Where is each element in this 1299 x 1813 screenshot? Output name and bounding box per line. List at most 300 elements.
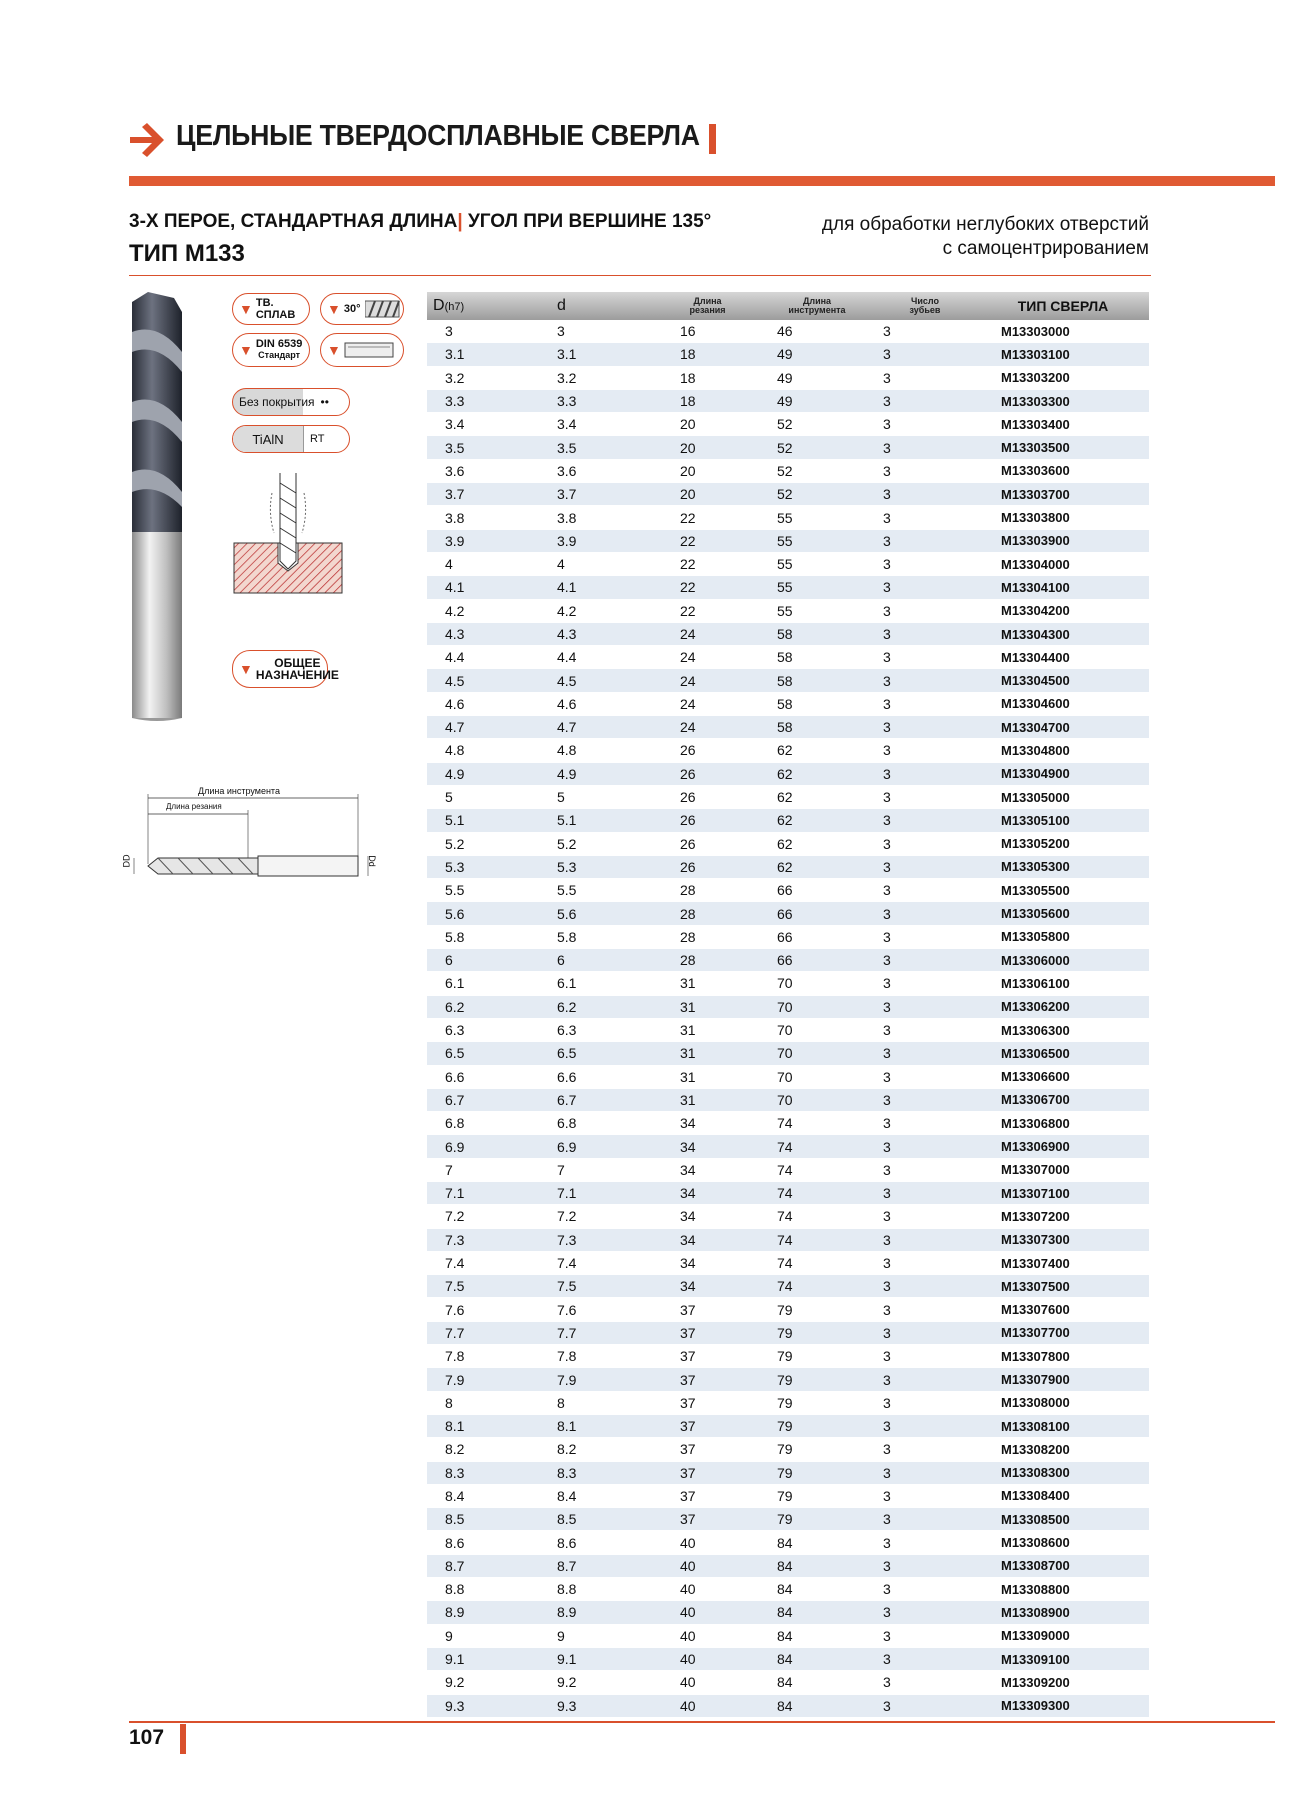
cell-drill-code: M13306100 [977, 972, 1149, 995]
page-number-bar [180, 1724, 186, 1754]
cell-cut-length: 24 [654, 716, 761, 739]
cell-shank-diameter: 4.2 [542, 599, 654, 622]
tialn-badge [232, 425, 350, 453]
cell-cut-length: 34 [654, 1251, 761, 1274]
cell-drill-code: M13305800 [977, 925, 1149, 948]
cell-diameter: 8.4 [427, 1484, 542, 1507]
cell-cut-length: 31 [654, 1018, 761, 1041]
cell-flutes: 3 [873, 1275, 977, 1298]
cell-drill-code: M13308500 [977, 1508, 1149, 1531]
cell-tool-length: 52 [761, 413, 873, 436]
subtitle-separator: | [457, 211, 463, 232]
cell-diameter: 6.3 [427, 1018, 542, 1041]
cell-drill-code: M13304100 [977, 576, 1149, 599]
cell-drill-code: M13308000 [977, 1391, 1149, 1414]
cell-tool-length: 74 [761, 1181, 873, 1204]
cell-flutes: 3 [873, 1647, 977, 1670]
cell-shank-diameter: 8.8 [542, 1578, 654, 1601]
drill-outline-icon [128, 786, 388, 890]
cell-tool-length: 79 [761, 1438, 873, 1461]
cell-tool-length: 55 [761, 552, 873, 575]
cell-drill-code: M13307300 [977, 1228, 1149, 1251]
cell-diameter: 7.7 [427, 1321, 542, 1344]
cell-drill-code: M13306800 [977, 1112, 1149, 1135]
cell-diameter: 3.5 [427, 436, 542, 459]
product-subtitle [129, 211, 711, 233]
cell-flutes: 3 [873, 622, 977, 645]
cell-flutes: 3 [873, 506, 977, 529]
cell-diameter: 8 [427, 1391, 542, 1414]
helix-angle-badge [320, 293, 404, 325]
cell-drill-code: M13303100 [977, 343, 1149, 366]
table-row [427, 483, 1149, 506]
cell-shank-diameter: 5.8 [542, 925, 654, 948]
cell-drill-code: M13303500 [977, 436, 1149, 459]
check-triangle-icon: ▼ [327, 342, 341, 358]
cell-flutes: 3 [873, 1251, 977, 1274]
cell-drill-code: M13303800 [977, 506, 1149, 529]
table-row [427, 1531, 1149, 1554]
cell-tool-length: 55 [761, 529, 873, 552]
subheader-rule [129, 275, 1151, 276]
cell-drill-code: M13304200 [977, 599, 1149, 622]
cell-cut-length: 34 [654, 1158, 761, 1181]
cell-drill-code: M13308200 [977, 1438, 1149, 1461]
cell-cut-length: 34 [654, 1228, 761, 1251]
cell-drill-code: M13305200 [977, 832, 1149, 855]
cell-flutes: 3 [873, 949, 977, 972]
cell-tool-length: 79 [761, 1414, 873, 1437]
cell-diameter: 6 [427, 949, 542, 972]
cell-tool-length: 79 [761, 1484, 873, 1507]
table-row [427, 1624, 1149, 1647]
cell-cut-length: 37 [654, 1391, 761, 1414]
cell-drill-code: M13303200 [977, 366, 1149, 389]
cell-shank-diameter: 7.9 [542, 1368, 654, 1391]
cell-tool-length: 84 [761, 1671, 873, 1694]
cell-flutes: 3 [873, 1531, 977, 1554]
cell-drill-code: M13307900 [977, 1368, 1149, 1391]
cell-flutes: 3 [873, 739, 977, 762]
table-row [427, 599, 1149, 622]
cell-drill-code: M13308900 [977, 1601, 1149, 1624]
cell-diameter: 4.4 [427, 646, 542, 669]
cell-flutes: 3 [873, 1158, 977, 1181]
header-d [427, 292, 542, 320]
cell-diameter: 5.3 [427, 855, 542, 878]
table-row [427, 1181, 1149, 1204]
cell-tool-length: 46 [761, 320, 873, 343]
cell-diameter: 7 [427, 1158, 542, 1181]
cell-tool-length: 70 [761, 972, 873, 995]
table-row [427, 343, 1149, 366]
cell-drill-code: M13305600 [977, 902, 1149, 925]
cell-shank-diameter: 6.5 [542, 1042, 654, 1065]
cell-flutes: 3 [873, 459, 977, 482]
cell-cut-length: 22 [654, 576, 761, 599]
cell-tool-length: 74 [761, 1112, 873, 1135]
cell-shank-diameter: 3.2 [542, 366, 654, 389]
din-sublabel: Стандарт [258, 350, 301, 360]
cell-cut-length: 22 [654, 552, 761, 575]
cell-cut-length: 40 [654, 1624, 761, 1647]
cell-drill-code: M13307700 [977, 1321, 1149, 1344]
cell-flutes: 3 [873, 320, 977, 343]
cell-diameter: 8.8 [427, 1578, 542, 1601]
cell-tool-length: 62 [761, 785, 873, 808]
cell-tool-length: 49 [761, 343, 873, 366]
cell-cut-length: 26 [654, 739, 761, 762]
page-title: ЦЕЛЬНЫЕ ТВЕРДОСПЛАВНЫЕ СВЕРЛА [176, 120, 700, 152]
table-row [427, 506, 1149, 529]
cell-flutes: 3 [873, 925, 977, 948]
cell-tool-length: 84 [761, 1624, 873, 1647]
cell-shank-diameter: 8.3 [542, 1461, 654, 1484]
cell-cut-length: 40 [654, 1531, 761, 1554]
cell-drill-code: M13303400 [977, 413, 1149, 436]
cell-drill-code: M13306900 [977, 1135, 1149, 1158]
table-row [427, 646, 1149, 669]
cell-flutes: 3 [873, 809, 977, 832]
cell-tool-length: 58 [761, 716, 873, 739]
header-flutes-2: зубьев [909, 305, 941, 315]
cell-shank-diameter: 4.1 [542, 576, 654, 599]
cell-drill-code: M13303000 [977, 320, 1149, 343]
cell-shank-diameter: 8.4 [542, 1484, 654, 1507]
drill-image [128, 292, 190, 722]
check-triangle-icon: ▼ [327, 301, 341, 317]
table-row [427, 552, 1149, 575]
cell-shank-diameter: 6.3 [542, 1018, 654, 1041]
table-row [427, 389, 1149, 412]
cell-flutes: 3 [873, 1578, 977, 1601]
cell-drill-code: M13308300 [977, 1461, 1149, 1484]
cell-diameter: 9 [427, 1624, 542, 1647]
cell-flutes: 3 [873, 1088, 977, 1111]
shank-icon [344, 341, 394, 359]
cell-cut-length: 34 [654, 1205, 761, 1228]
cell-drill-code: M13306700 [977, 1088, 1149, 1111]
table-row [427, 1368, 1149, 1391]
cell-tool-length: 55 [761, 506, 873, 529]
drilling-illustration [232, 473, 344, 595]
cell-shank-diameter: 6 [542, 949, 654, 972]
table-header-row [427, 292, 1149, 320]
cell-shank-diameter: 8.7 [542, 1554, 654, 1577]
cell-cut-length: 34 [654, 1112, 761, 1135]
product-type: ТИП М133 [129, 240, 245, 267]
check-triangle-icon: ▼ [239, 661, 253, 677]
arrow-right-icon [128, 120, 168, 160]
table-row [427, 1391, 1149, 1414]
tialn-label: TiAlN [233, 426, 304, 452]
table-row [427, 995, 1149, 1018]
subtitle-part-2: УГОЛ ПРИ ВЕРШИНЕ 135° [467, 211, 712, 232]
cell-drill-code: M13306500 [977, 1042, 1149, 1065]
table-row [427, 1345, 1149, 1368]
cell-cut-length: 28 [654, 879, 761, 902]
cell-flutes: 3 [873, 1601, 977, 1624]
cell-flutes: 3 [873, 1391, 977, 1414]
cell-diameter: 9.1 [427, 1647, 542, 1670]
cell-shank-diameter: 4.9 [542, 762, 654, 785]
header-flutes [873, 292, 977, 320]
table-row [427, 809, 1149, 832]
cell-cut-length: 37 [654, 1414, 761, 1437]
table-row [427, 925, 1149, 948]
cell-cut-length: 22 [654, 529, 761, 552]
cell-cut-length: 31 [654, 1088, 761, 1111]
table-row [427, 902, 1149, 925]
cell-drill-code: M13304500 [977, 669, 1149, 692]
cell-diameter: 4.1 [427, 576, 542, 599]
cell-flutes: 3 [873, 1554, 977, 1577]
cell-shank-diameter: 4.7 [542, 716, 654, 739]
cell-flutes: 3 [873, 1438, 977, 1461]
table-row [427, 1414, 1149, 1437]
cell-cut-length: 37 [654, 1321, 761, 1344]
cell-flutes: 3 [873, 972, 977, 995]
cell-shank-diameter: 9 [542, 1624, 654, 1647]
cell-shank-diameter: 7.2 [542, 1205, 654, 1228]
cell-drill-code: M13307100 [977, 1181, 1149, 1204]
cell-tool-length: 70 [761, 995, 873, 1018]
cell-flutes: 3 [873, 1368, 977, 1391]
cell-shank-diameter: 7.6 [542, 1298, 654, 1321]
cell-diameter: 3.7 [427, 483, 542, 506]
angle-label: 30° [343, 303, 361, 315]
cell-diameter: 4.7 [427, 716, 542, 739]
cell-cut-length: 31 [654, 995, 761, 1018]
cell-cut-length: 24 [654, 669, 761, 692]
cell-flutes: 3 [873, 413, 977, 436]
table-row [427, 1461, 1149, 1484]
table-row [427, 949, 1149, 972]
header-drill-type: ТИП СВЕРЛА [977, 292, 1149, 320]
cell-cut-length: 26 [654, 832, 761, 855]
tool-length-label: Длина инструмента [198, 786, 280, 796]
cell-drill-code: M13307200 [977, 1205, 1149, 1228]
cell-diameter: 3.4 [427, 413, 542, 436]
cell-drill-code: M13309200 [977, 1671, 1149, 1694]
cell-flutes: 3 [873, 692, 977, 715]
cell-drill-code: M13305500 [977, 879, 1149, 902]
cell-cut-length: 18 [654, 389, 761, 412]
no-coating-badge [232, 388, 350, 416]
cell-tool-length: 79 [761, 1321, 873, 1344]
cell-cut-length: 18 [654, 343, 761, 366]
general-purpose-badge [232, 650, 339, 688]
cell-tool-length: 84 [761, 1531, 873, 1554]
cell-tool-length: 66 [761, 879, 873, 902]
cell-tool-length: 70 [761, 1018, 873, 1041]
cell-diameter: 6.1 [427, 972, 542, 995]
cell-diameter: 8.2 [427, 1438, 542, 1461]
cell-diameter: 9.3 [427, 1694, 542, 1717]
cell-flutes: 3 [873, 1624, 977, 1647]
cell-drill-code: M13307800 [977, 1345, 1149, 1368]
cell-shank-diameter: 3.9 [542, 529, 654, 552]
cell-tool-length: 84 [761, 1554, 873, 1577]
cell-drill-code: M13307400 [977, 1251, 1149, 1274]
cell-flutes: 3 [873, 1508, 977, 1531]
title-accent-bar [709, 124, 716, 154]
cell-flutes: 3 [873, 1694, 977, 1717]
cell-drill-code: M13306200 [977, 995, 1149, 1018]
cell-diameter: 7.6 [427, 1298, 542, 1321]
cell-tool-length: 62 [761, 739, 873, 762]
cell-diameter: 7.3 [427, 1228, 542, 1251]
cell-drill-code: M13307000 [977, 1158, 1149, 1181]
cell-cut-length: 37 [654, 1484, 761, 1507]
header-shank-d: d [542, 292, 654, 320]
cell-drill-code: M13304400 [977, 646, 1149, 669]
cell-tool-length: 70 [761, 1065, 873, 1088]
cell-shank-diameter: 9.1 [542, 1647, 654, 1670]
page-number: 107 [129, 1726, 165, 1749]
header-cut-length-1: Длина [693, 296, 722, 306]
drill-spec-table [427, 292, 1149, 1718]
cell-diameter: 3.2 [427, 366, 542, 389]
table-row [427, 1298, 1149, 1321]
purpose-line-1: для обработки неглубоких отверстий [821, 214, 1149, 235]
table-row [427, 1647, 1149, 1670]
cell-shank-diameter: 3.5 [542, 436, 654, 459]
cell-cut-length: 40 [654, 1694, 761, 1717]
table-row [427, 1158, 1149, 1181]
cell-tool-length: 49 [761, 389, 873, 412]
table-row [427, 1042, 1149, 1065]
cell-cut-length: 28 [654, 902, 761, 925]
header-cut-length [654, 292, 761, 320]
cell-tool-length: 79 [761, 1461, 873, 1484]
cell-shank-diameter: 3.4 [542, 413, 654, 436]
cell-flutes: 3 [873, 1321, 977, 1344]
cell-diameter: 3 [427, 320, 542, 343]
cell-tool-length: 74 [761, 1205, 873, 1228]
cell-diameter: 7.4 [427, 1251, 542, 1274]
table-row [427, 1671, 1149, 1694]
cell-shank-diameter: 3.1 [542, 343, 654, 366]
table-row [427, 1112, 1149, 1135]
table-body [427, 320, 1149, 1717]
cell-tool-length: 79 [761, 1391, 873, 1414]
cell-drill-code: M13304300 [977, 622, 1149, 645]
header-tool-length-2: инструмента [788, 305, 846, 315]
cell-flutes: 3 [873, 599, 977, 622]
table-row [427, 1321, 1149, 1344]
table-row [427, 762, 1149, 785]
cell-cut-length: 18 [654, 366, 761, 389]
cell-flutes: 3 [873, 1205, 977, 1228]
cell-shank-diameter: 3.7 [542, 483, 654, 506]
cell-cut-length: 31 [654, 972, 761, 995]
dd-label: DD [121, 854, 132, 868]
din-badge [232, 333, 310, 367]
cell-drill-code: M13306300 [977, 1018, 1149, 1041]
cell-flutes: 3 [873, 1065, 977, 1088]
cell-shank-diameter: 4 [542, 552, 654, 575]
cell-tool-length: 74 [761, 1158, 873, 1181]
table-row [427, 1251, 1149, 1274]
cell-shank-diameter: 9.2 [542, 1671, 654, 1694]
table-row [427, 1275, 1149, 1298]
cell-shank-diameter: 6.8 [542, 1112, 654, 1135]
cell-cut-length: 40 [654, 1671, 761, 1694]
cell-cut-length: 26 [654, 762, 761, 785]
table-row [427, 413, 1149, 436]
cell-drill-code: M13305000 [977, 785, 1149, 808]
header-d-label: D [433, 297, 445, 314]
cell-shank-diameter: 6.1 [542, 972, 654, 995]
cell-drill-code: M13306600 [977, 1065, 1149, 1088]
cell-drill-code: M13309100 [977, 1647, 1149, 1670]
cell-flutes: 3 [873, 879, 977, 902]
table-row [427, 1018, 1149, 1041]
cell-cut-length: 40 [654, 1554, 761, 1577]
cell-flutes: 3 [873, 1018, 977, 1041]
cell-tool-length: 58 [761, 692, 873, 715]
cell-cut-length: 22 [654, 599, 761, 622]
cell-drill-code: M13305100 [977, 809, 1149, 832]
cell-cut-length: 37 [654, 1345, 761, 1368]
cell-cut-length: 34 [654, 1181, 761, 1204]
cell-shank-diameter: 7.3 [542, 1228, 654, 1251]
cell-drill-code: M13307500 [977, 1275, 1149, 1298]
cell-drill-code: M13307600 [977, 1298, 1149, 1321]
cell-flutes: 3 [873, 669, 977, 692]
cell-diameter: 7.2 [427, 1205, 542, 1228]
cell-drill-code: M13303300 [977, 389, 1149, 412]
cell-flutes: 3 [873, 855, 977, 878]
cell-tool-length: 70 [761, 1042, 873, 1065]
cell-cut-length: 24 [654, 646, 761, 669]
cell-shank-diameter: 7.7 [542, 1321, 654, 1344]
cell-tool-length: 58 [761, 622, 873, 645]
cell-shank-diameter: 8.9 [542, 1601, 654, 1624]
cell-tool-length: 62 [761, 832, 873, 855]
table-row [427, 692, 1149, 715]
cell-shank-diameter: 4.4 [542, 646, 654, 669]
subtitle-part-1: 3-Х ПЕРОЕ, СТАНДАРТНАЯ ДЛИНА [129, 211, 458, 232]
cell-shank-diameter: 7.4 [542, 1251, 654, 1274]
cell-diameter: 6.7 [427, 1088, 542, 1111]
cell-shank-diameter: 6.7 [542, 1088, 654, 1111]
cell-diameter: 3.6 [427, 459, 542, 482]
cell-tool-length: 84 [761, 1601, 873, 1624]
cell-shank-diameter: 3 [542, 320, 654, 343]
cell-diameter: 5.1 [427, 809, 542, 832]
general-text [256, 657, 339, 681]
cell-shank-diameter: 7.1 [542, 1181, 654, 1204]
general-label-1: ОБЩЕЕ [274, 656, 321, 670]
cell-shank-diameter: 9.3 [542, 1694, 654, 1717]
table-row [427, 529, 1149, 552]
table-row [427, 716, 1149, 739]
carbide-label: ТВ. СПЛАВ [255, 297, 296, 321]
cell-cut-length: 26 [654, 809, 761, 832]
cell-shank-diameter: 5.1 [542, 809, 654, 832]
cell-diameter: 4.9 [427, 762, 542, 785]
cell-diameter: 3.9 [427, 529, 542, 552]
cell-diameter: 4.2 [427, 599, 542, 622]
cell-flutes: 3 [873, 436, 977, 459]
cell-cut-length: 31 [654, 1065, 761, 1088]
cell-shank-diameter: 4.5 [542, 669, 654, 692]
cell-diameter: 8.1 [427, 1414, 542, 1437]
cell-tool-length: 84 [761, 1578, 873, 1601]
purpose-line-2: с самоцентрированием [942, 238, 1149, 259]
